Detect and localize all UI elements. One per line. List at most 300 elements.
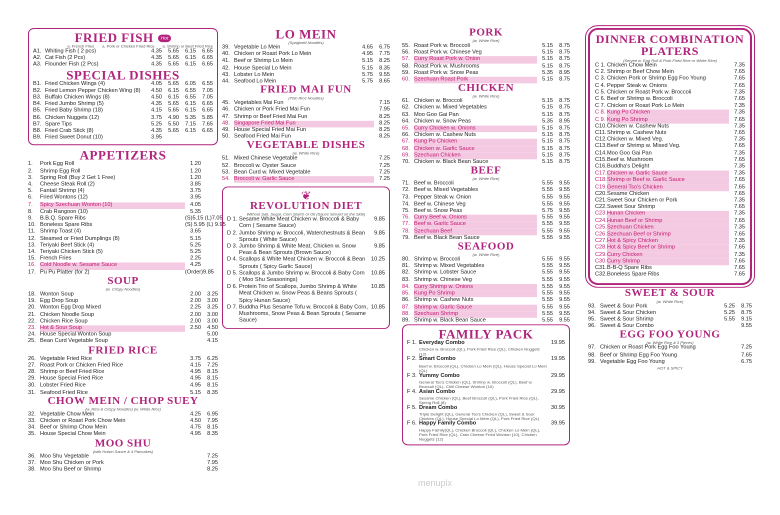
item-name: Sesame Chicken [607, 191, 650, 197]
item-number: 30. [28, 382, 36, 389]
item-price: 6.15 [185, 128, 196, 135]
item-name: Chicken w. Cashew Nuts [414, 132, 476, 138]
item-number: 28. [28, 369, 36, 375]
item-price: 3.75 [151, 114, 162, 121]
fried_fish-badge: Hot [158, 34, 172, 42]
item-name: Pepper Steak w. Onions [607, 82, 668, 89]
item-name: Shrimp w. Chinese Veg [414, 277, 472, 283]
item-price: 8.75 [559, 112, 570, 118]
item-price: 3.95 [190, 195, 201, 201]
item-number: 3. [28, 175, 33, 181]
beef-item [402, 215, 570, 222]
item-price: 8.35 [379, 65, 390, 71]
item-price: 6.65 [202, 128, 213, 135]
item-name: Moo Goo Gai Pan [607, 150, 652, 157]
item-name: Hunan Beef or Shrimp [607, 218, 729, 225]
item-price: 5.55 [724, 316, 735, 323]
item-price: 2.25 [190, 304, 201, 311]
item-name: Shrimp w. Cashew Nuts [414, 297, 474, 304]
item-price: 8.75 [559, 63, 570, 69]
item-price: 5.15 [542, 56, 553, 63]
item-name: Sweet Sour Shrimp [607, 204, 656, 211]
item-price: 7.15 [185, 121, 196, 128]
item-description: Happy Family(QL), Chicken Broccoli (QL), Chicken Lo Mein (QL), Pork Fried Rice (QL), Crab Cheese Fried Wonton (10), Chicken Nuggets (12) [419, 427, 541, 442]
item-price: 4.35 [151, 48, 162, 55]
item-price: 4.95 [190, 376, 201, 382]
appetizers-item [28, 162, 218, 169]
sweet_sour-item [588, 310, 752, 317]
item-price: 8.75 [559, 76, 570, 83]
revolution-subtitle: Without Salt, Sugar, Corn Starch or Oil (Sauce Served on the Side) [246, 212, 366, 217]
item-name: Sesame White Meat Chicken w. Broccoli & Baby Corn ( Sesame Sauce) [239, 216, 360, 230]
item-price [201, 243, 218, 250]
item-number: 70. [402, 159, 410, 165]
item-price: 7.35 [734, 197, 745, 204]
item-number: 98. [588, 352, 596, 358]
item-price: 6.65 [202, 62, 213, 68]
item-price: 9.55 [559, 235, 570, 241]
dinner-item [595, 211, 745, 218]
special_dishes-item [33, 101, 213, 108]
chow_mein-title: CHOW MEIN / CHOP SUEY [47, 395, 199, 407]
item-price: 9.55 [559, 214, 570, 221]
seafood-heading-row [402, 242, 570, 252]
item-name: House Special Fried Rice [40, 376, 104, 382]
item-name: Sweet & Sour Shrimp [600, 316, 654, 323]
special_dishes-item [33, 95, 213, 102]
dinner-item [595, 238, 745, 245]
item-name: Broccoli w. Oyster Sauce [234, 162, 297, 169]
item-name: Buffalo Chicken Wings (8) [45, 94, 110, 101]
item-number: 40. [222, 51, 230, 58]
egg_foo-subtitle: (w. White Rice & 3 Pieces) [646, 340, 694, 346]
item-price: 5.55 [542, 228, 553, 235]
item-price: 7.35 [734, 170, 745, 177]
item-price: 8.25 [379, 58, 390, 65]
item-price: 8.95 [559, 70, 570, 76]
mei_fun-title: FRIED MAI FUN [260, 84, 352, 96]
item-name: Shrimp or Beef w. Garlic Sauce [607, 178, 729, 185]
revolution-item [227, 244, 385, 258]
item-number: F 1. [407, 340, 417, 347]
item-name: Chicken Pork or Shrimp Egg Foo Young [607, 76, 706, 82]
item-number: C15. [595, 157, 607, 163]
item-name: Fried Crab Stick (8) [45, 128, 94, 135]
item-number: 94. [588, 310, 596, 316]
revolution-item [227, 271, 385, 285]
item-price: 6.95 [207, 411, 218, 417]
item-name: Roast Pork w. Broccoli [414, 43, 470, 49]
item-price: 5.15 [362, 58, 373, 65]
item-price [201, 162, 218, 169]
item-number: 95. [588, 316, 596, 323]
item-price: 8.25 [379, 127, 390, 134]
chow_mein-item [28, 411, 218, 418]
item-price: 4.75 [190, 424, 201, 431]
item-number: 8. [28, 208, 33, 215]
appetizers-item [28, 175, 218, 182]
item-price: 30.95 [551, 404, 565, 411]
item-number: 7. [28, 202, 33, 208]
item-number: 39. [222, 44, 230, 51]
item-name: Beef w. Snow Peas [414, 208, 463, 214]
item-price: 5.15 [542, 132, 553, 138]
item-number: C 2. [595, 69, 606, 76]
item-name: Chicken Nuggets (12) [45, 114, 100, 121]
item-number: 58. [402, 63, 410, 69]
item-number: C 4. [595, 82, 606, 89]
item-price: 5.35 [542, 70, 553, 76]
item-price: 5.15 [542, 145, 553, 152]
soup-title: SOUP [107, 275, 139, 287]
dinner-subtitle: (Served w. Egg Roll & Pork Fried Rice or White Rice) [622, 58, 718, 63]
item-number: 73. [402, 194, 410, 201]
dinner-item [595, 63, 745, 70]
appetizers-item [28, 209, 218, 216]
item-price: 7.95 [207, 460, 218, 466]
item-name: Kung Po Shrimp [414, 291, 537, 298]
item-price [201, 256, 218, 263]
item-number: 29. [28, 376, 36, 382]
column-header: a. French Fries [67, 43, 95, 49]
item-price: 7.25 [741, 345, 752, 351]
item-price: 10.85 [371, 270, 385, 277]
item-price: 5.55 [542, 221, 553, 228]
item-price: 4.65 [362, 44, 373, 51]
egg_foo-title: EGG FOO YOUNG [619, 329, 721, 341]
item-price: 4.25 [190, 262, 201, 269]
sweet_sour-item [588, 317, 752, 324]
item-number: 69. [402, 152, 410, 159]
fried_fish-title: FRIED FISH [74, 30, 154, 45]
item-price: 3.75 [190, 188, 201, 195]
item-name: Chicken Noodle Soup [40, 311, 95, 318]
item-price: 8.35 [207, 431, 218, 438]
item-name: Pu Pu Platter (for 2) [40, 269, 90, 276]
item-number: 81. [402, 263, 410, 270]
item-number: C19. [595, 184, 607, 190]
item-name: Chicken w. Cashew Nuts [607, 123, 669, 130]
family-pack-box [402, 324, 570, 445]
item-name: Shrimp or Beef Chow Mein [607, 69, 674, 76]
vegetable-heading-row [222, 141, 390, 151]
family-title: FAMILY PACK [438, 327, 534, 342]
item-number: 62. [402, 105, 410, 111]
dinner-item [595, 225, 745, 232]
soup-item [28, 305, 218, 312]
sweet_sour-title: SWEET & SOUR [624, 287, 716, 299]
item-name: Chicken or Roast Pork w. Broccoli [607, 89, 692, 96]
item-number: 80. [402, 256, 410, 263]
item-name: Hot & Sour Soup [40, 325, 185, 332]
item-name: Happy Family Combo [419, 421, 477, 427]
item-name: Fried Lemon Pepper Chicken Wing (8) [45, 87, 141, 94]
item-number: 10. [28, 222, 36, 229]
item-number: F 6. [407, 421, 417, 427]
item-name: Seafood Fried Rice [40, 389, 88, 396]
item-name: Chicken or Roast Pork Lo Mein [234, 51, 312, 58]
dinner-item [595, 272, 745, 279]
item-price: 5.55 [542, 310, 553, 317]
item-price: 5.55 [542, 201, 553, 208]
item-price: 5.85 [202, 114, 213, 121]
item-number: 74. [402, 201, 410, 208]
item-number: C10. [595, 123, 607, 130]
item-price [201, 195, 218, 202]
item-price: 7.35 [734, 211, 745, 217]
fried_rice-title: FRIED RICE [88, 344, 158, 356]
item-number: A3. [33, 62, 42, 68]
item-price: 5.50 [168, 121, 179, 128]
item-price: 6.15 [185, 108, 196, 114]
item-number: C23. [595, 211, 607, 217]
item-price: 9.55 [559, 228, 570, 235]
appetizers-heading-row [28, 149, 218, 161]
item-number: 37. [28, 460, 36, 466]
item-number: 52. [222, 162, 230, 169]
item-number: 85. [402, 290, 410, 297]
item-number: 32. [28, 411, 36, 417]
item-price [201, 222, 218, 229]
item-name: Shrimp or Beef Fried Mai Fun [234, 113, 308, 120]
item-price: 7.35 [734, 238, 745, 244]
item-price: 7.65 [734, 82, 745, 89]
item-number: 64. [402, 118, 410, 125]
item-number: C32. [595, 272, 607, 278]
item-number: C 8. [595, 109, 606, 116]
chicken-item [402, 99, 570, 106]
item-price: 4.50 [151, 87, 162, 94]
item-price [196, 135, 213, 142]
item-name: Szechuan Chicken [414, 153, 537, 160]
item-number: 16. [28, 262, 36, 269]
chicken-item [402, 126, 570, 133]
item-price: 5.25 [724, 310, 735, 316]
item-price: 6.55 [185, 87, 196, 94]
item-price: 6.05 [185, 81, 196, 87]
item-price: 5.15 [362, 65, 373, 71]
item-number: 18. [28, 291, 36, 298]
dinner-item [595, 232, 745, 239]
item-name: House Special Fried Mai Fun [234, 127, 307, 134]
item-price: 5.65 [168, 101, 179, 107]
item-number: C27. [595, 238, 607, 244]
item-price: 5.65 [168, 128, 179, 135]
special_dishes-item [33, 88, 213, 95]
seafood-item [402, 277, 570, 284]
item-price [201, 175, 218, 182]
item-price: 4.05 [190, 202, 201, 208]
item-price: 10.85 [371, 284, 385, 290]
item-name: Beef or Shrimp w. Mixed Veg. [607, 143, 681, 150]
item-price: 8.75 [559, 49, 570, 56]
item-name: Smart Combo [419, 356, 456, 363]
item-price: 8.25 [379, 113, 390, 120]
item-name: Chicken or Roast Pork Chow Mein [40, 418, 126, 424]
item-price: 7.65 [734, 184, 745, 190]
item-name: Beef w. Broccoli [414, 181, 454, 187]
chicken-subtitle: (w. White Rice) [472, 93, 500, 99]
dinner-item [595, 96, 745, 103]
dinner-heading-row [595, 34, 745, 58]
item-number: B5. [33, 108, 42, 114]
dinner-item [595, 259, 745, 266]
item-number: 1. [28, 161, 33, 168]
vegetable-item [222, 176, 390, 183]
item-number: B4. [33, 101, 42, 107]
vegetable-item [222, 156, 390, 163]
item-number: 17. [28, 269, 36, 276]
item-price: 2.00 [190, 318, 201, 325]
item-number: 48. [222, 120, 230, 127]
item-price: 9.55 [559, 187, 570, 194]
mei_fun-subtitle: (Thin Rice Noodles) [288, 95, 324, 101]
item-name: Jumbo Shrimp w. Broccoli, Waterchestnuts & Bean Sprouts ( White Sauce) [239, 230, 366, 243]
item-name: Beef w. Garlic Sauce [414, 222, 537, 229]
dinner-item [595, 130, 745, 137]
sweet_sour-item [588, 303, 752, 310]
item-number: 83. [402, 277, 410, 283]
dinner-item [595, 151, 745, 158]
item-number: 19. [28, 298, 36, 304]
item-price: 9.55 [559, 283, 570, 290]
item-number: 44. [222, 78, 230, 85]
item-name: Bean Curd w. Mixed Vegetable [234, 169, 311, 176]
item-name: Boneless Spare Ribs [40, 222, 93, 229]
item-name: Beef or Shrimp Chow Mein [40, 424, 107, 431]
item-number: 77. [402, 221, 410, 228]
item-price: 5.15 [542, 105, 553, 111]
item-price: 2.00 [190, 291, 201, 298]
item-number: C11. [595, 130, 607, 136]
item-name: Cold Noodle w. Sesame Sauce [40, 263, 185, 270]
item-price: 7.65 [734, 218, 745, 224]
item-price: 7.35 [734, 137, 745, 143]
item-price: 5.15 [190, 389, 201, 396]
item-price: 8.25 [379, 134, 390, 140]
item-name: Spring Roll (Buy 2 Get 1 Free) [40, 175, 116, 181]
item-number: B7. [33, 121, 42, 128]
revolution-item [227, 305, 385, 325]
item-number: D 6. [227, 284, 238, 290]
item-name: Singapore Fried Mai Fun [234, 121, 374, 128]
revolution-item [227, 284, 385, 304]
item-price: 7.95 [207, 418, 218, 424]
item-number: C 9. [595, 116, 606, 123]
item-number: 88. [402, 310, 410, 317]
mei_fun-heading-row [222, 85, 390, 95]
column-3 [402, 28, 570, 511]
item-number: C25. [595, 224, 607, 231]
item-name: Beef or Shrimp w. Broccoli [607, 96, 673, 103]
item-price: 6.15 [185, 48, 196, 55]
dinner-item [595, 184, 745, 191]
item-name: Lobster Fried Rice [40, 382, 86, 389]
item-number: 72. [402, 187, 410, 194]
item-price: 5.15 [542, 139, 553, 145]
item-price: 4.50 [151, 94, 162, 101]
item-price: 5.55 [542, 263, 553, 270]
item-name: Vegetables Mai Fun [234, 100, 284, 107]
item-number: 82. [402, 270, 410, 277]
item-name: Scallops & Jumbo Shrimp w. Broccoli & Baby Corn ( Moo Shu Seasonings) [239, 270, 365, 284]
item-name: Buddha Plus Sesame Tofu w. Broccoli & Baby Corn, Mushrooms, Snow Peas & Bean Sprouts ( Sesame Sauce) [239, 304, 368, 324]
appetizers-item [28, 189, 218, 196]
item-price: 8.75 [559, 145, 570, 152]
special_dishes-item [33, 128, 213, 135]
item-number: 66. [402, 132, 410, 138]
item-name: Beef w. Chinese Veg [414, 201, 466, 208]
item-number: C31. [595, 265, 607, 271]
item-price: 19.95 [551, 340, 565, 347]
item-number: 42. [222, 65, 230, 71]
item-name: Szechuan Beef [414, 228, 537, 235]
item-price: 8.75 [741, 303, 752, 309]
item-name: Fried Chicken Wings (4) [45, 81, 105, 87]
item-name: Fried Wontons (12) [40, 195, 88, 201]
item-price: 6.15 [185, 55, 196, 62]
item-price: 10.25 [371, 257, 385, 263]
item-price: 7.65 [202, 121, 213, 128]
item-price: 29.95 [551, 372, 565, 379]
item-name: French Fries [40, 256, 72, 262]
item-number: 24. [28, 331, 36, 338]
item-name: Mixed Chinese Vegetable [234, 155, 298, 162]
item-number: B3. [33, 94, 42, 101]
item-name: Vegetable Fried Rice [40, 355, 92, 362]
item-price: 9.55 [559, 277, 570, 283]
item-price: 4.95 [190, 369, 201, 375]
item-price: 5.55 [542, 283, 553, 290]
appetizers-item [28, 243, 218, 250]
special_dishes-item [33, 115, 213, 122]
item-price: 8.75 [559, 43, 570, 49]
seafood-item [402, 311, 570, 318]
mei_fun-item [222, 121, 390, 128]
special_dishes-item [33, 135, 213, 142]
lo_mein-heading-row [222, 28, 390, 40]
moo_shu-item [28, 467, 218, 474]
item-price: 9.55 [559, 290, 570, 297]
dinner-item [595, 69, 745, 76]
item-price: 8.75 [559, 98, 570, 105]
item-price: 5.15 [542, 49, 553, 56]
dinner-combination-box [588, 28, 752, 285]
item-name: Lobster Lo Mein [234, 71, 275, 78]
item-name: Shrimp or Beef Fried Rice [40, 369, 105, 375]
item-number: 54. [222, 176, 230, 182]
mei_fun-item [222, 127, 390, 134]
item-number: 71. [402, 181, 410, 187]
item-name: Spicy Szechuan Wonton (10) [40, 202, 185, 209]
item-price: 8.35 [207, 389, 218, 396]
item-price: 7.65 [734, 143, 745, 150]
item-name: Chicken Rice Soup [40, 318, 88, 325]
item-price [201, 168, 218, 175]
dinner-item [595, 124, 745, 131]
item-price: 4.25 [190, 411, 201, 417]
seafood-item [402, 318, 570, 325]
item-price: 8.95 [559, 118, 570, 125]
item-name: Chicken or Roast Pork Egg Foo Young [600, 345, 696, 351]
item-name: Chicken w. Garlic Sauce [607, 171, 729, 178]
item-number: 45. [222, 100, 230, 107]
chicken-item [402, 112, 570, 119]
item-number: 56. [402, 49, 410, 56]
item-price [201, 202, 218, 209]
item-price [719, 324, 735, 331]
family-item [407, 357, 565, 364]
